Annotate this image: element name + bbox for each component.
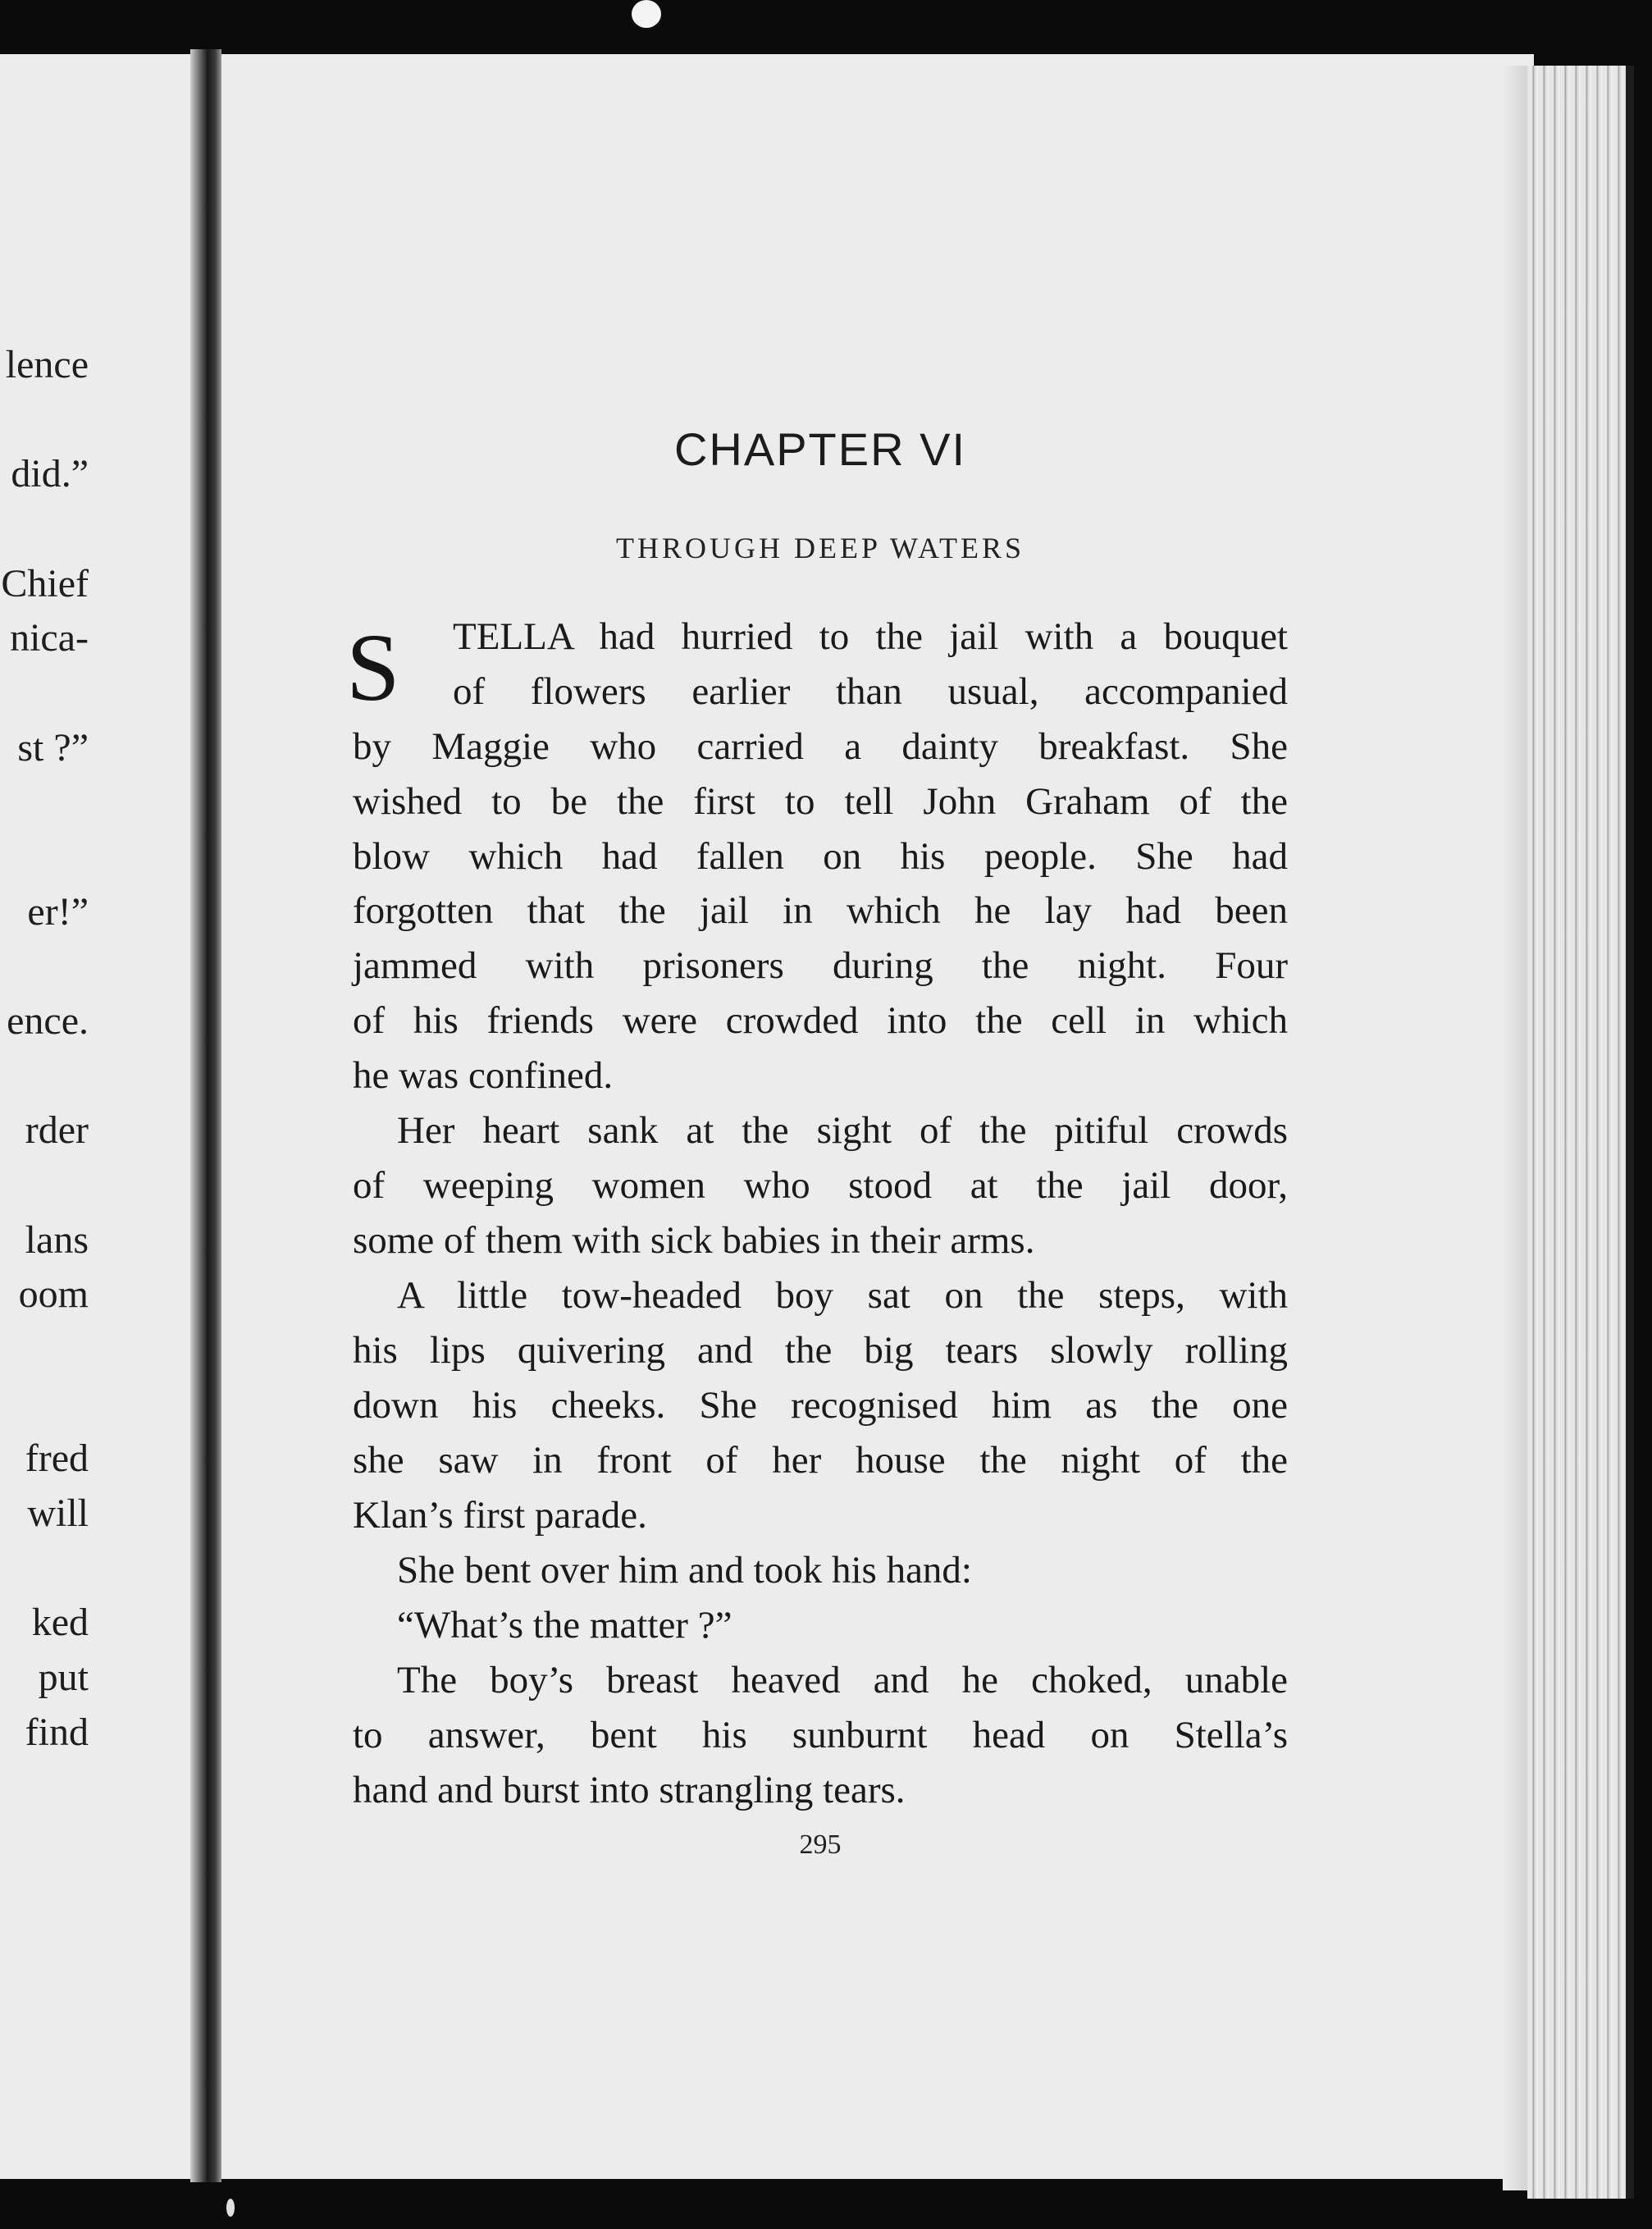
- text-fragment: rder: [25, 1108, 89, 1152]
- text-fragment: find: [25, 1711, 89, 1754]
- text-fragment: did.”: [11, 452, 89, 496]
- text-line: forgotten that the jail in which he lay had been: [353, 889, 1288, 932]
- text-line: blow which had fallen on his people. She had: [353, 835, 1288, 878]
- text-line: The boy’s breast heaved and he choked, unable: [397, 1659, 1288, 1701]
- text-line: A little tow-headed boy sat on the steps, with: [397, 1274, 1288, 1317]
- text-fragment: ked: [31, 1601, 89, 1644]
- text-fragment: ence.: [7, 999, 89, 1043]
- drop-cap: S: [346, 614, 400, 721]
- text-line: Klan’s first parade.: [353, 1494, 647, 1537]
- text-line: his lips quivering and the big tears slowly rolling: [353, 1329, 1288, 1372]
- text-fragment: Chief: [1, 562, 89, 605]
- text-line: by Maggie who carried a dainty breakfast. She: [353, 725, 1288, 768]
- text-line: Her heart sank at the sight of the pitiful crowds: [397, 1109, 1288, 1152]
- text-line: to answer, bent his sunburnt head on Stella’s: [353, 1714, 1288, 1756]
- text-line: down his cheeks. She recognised him as the one: [353, 1384, 1288, 1427]
- text-fragment: will: [27, 1491, 89, 1535]
- text-fragment: put: [38, 1656, 89, 1699]
- text-line: some of them with sick babies in their arms.: [353, 1219, 1035, 1262]
- text-line: of weeping women who stood at the jail door,: [353, 1164, 1288, 1207]
- text-line: she saw in front of her house the night of the: [353, 1439, 1288, 1482]
- text-line: She bent over him and took his hand:: [397, 1549, 972, 1592]
- text-line: wished to be the first to tell John Graham of the: [353, 780, 1288, 823]
- text-fragment: lans: [25, 1218, 89, 1262]
- previous-page: [0, 54, 190, 2179]
- chapter-title: CHAPTER VI: [673, 423, 967, 475]
- text-fragment: er!”: [27, 890, 89, 934]
- book-gutter: [190, 49, 221, 2182]
- text-line: “What’s the matter ?”: [397, 1604, 732, 1647]
- scan-blemish: [226, 2199, 235, 2217]
- page-number: 295: [799, 1829, 842, 1860]
- scan-blemish: [632, 0, 661, 28]
- text-fragment: nica-: [10, 616, 89, 660]
- text-fragment: st ?”: [17, 726, 89, 770]
- fore-edge: [1527, 66, 1634, 2199]
- text-line: he was confined.: [353, 1054, 614, 1097]
- text-line: of flowers earlier than usual, accompanied: [453, 670, 1288, 713]
- text-fragment: oom: [18, 1272, 89, 1316]
- text-line: hand and burst into strangling tears.: [353, 1769, 906, 1811]
- text-fragment: lence: [5, 343, 89, 386]
- text-line: of his friends were crowded into the cell in which: [353, 999, 1288, 1042]
- page-edge: [1503, 66, 1527, 2190]
- text-fragment: fred: [25, 1437, 89, 1480]
- text-line: jammed with prisoners during the night. Four: [353, 944, 1288, 987]
- text-line: TELLA had hurried to the jail with a bouquet: [453, 615, 1288, 658]
- chapter-subtitle: THROUGH DEEP WATERS: [615, 532, 1025, 564]
